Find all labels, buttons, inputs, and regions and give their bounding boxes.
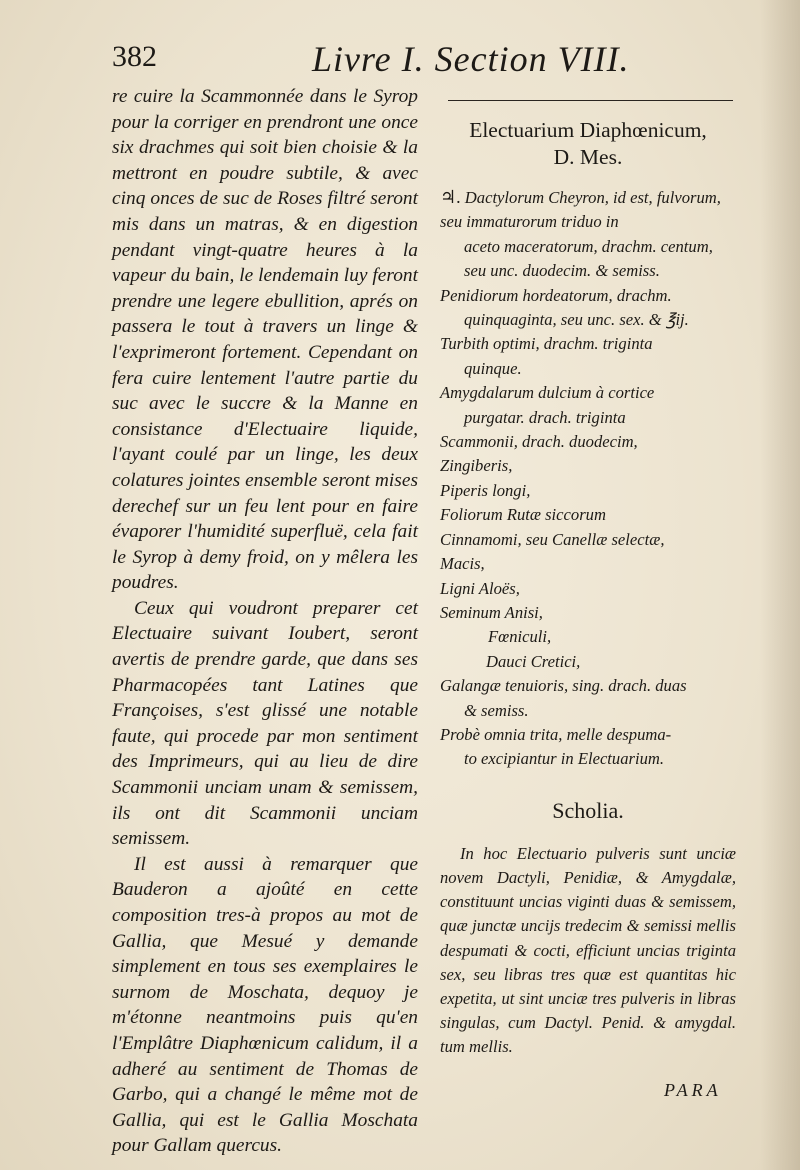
ingredient-line: Cinnamomi, seu Canellæ selectæ, xyxy=(440,529,665,549)
instruction-continuation: to excipiantur in Electuarium. xyxy=(464,749,665,769)
ingredient-line xyxy=(440,332,736,381)
instruction-text: Probè omnia trita, melle despuma- xyxy=(440,724,672,744)
ingredient-line xyxy=(440,284,736,333)
left-paragraph-3: Il est aussi à remarquer que Bauderon a ajoûté en cette composition tres-à propos au mot de Gallia, que Mesué y demande simplement en tous ses exemplaires le surnom de Moschata, dequoy je m'étonne neantmoins puis qu'en l'Emplâtre Diaphœnicum calidum, il a adheré au sentiment de Thomas de Garbo, qui a changé le même mot de Gallia, qui est le Gallia Moschata pour Gallam quercus. xyxy=(112,853,418,1157)
ingredient-continuation: quinque. xyxy=(464,358,522,378)
section-rule xyxy=(448,100,733,101)
recipe-title xyxy=(440,117,736,171)
ingredient-line: Ligni Aloës, xyxy=(440,578,520,598)
catchword: PARA xyxy=(664,1080,722,1100)
recipe-title-line-1: Electuarium Diaphœnicum, xyxy=(469,118,707,142)
ingredient-continuation: quinquaginta, seu unc. sex. & ℥ij. xyxy=(464,310,689,330)
page-number: 382 xyxy=(112,40,157,73)
ingredient-line: Foliorum Rutæ siccorum xyxy=(440,505,606,525)
left-paragraph-2: Ceux qui voudront preparer cet Electuaire suivant Ioubert, seront avertis de prendre garde, que dans ses Pharmacopées tant Latines que Françoises, s'est glissé une notable faute, qui procede par mon sentiment des Imprimeurs, qui au lieu de dire Scammonii unciam unam & semissem, ils ont dit Scammonii unciam semissem. xyxy=(112,597,418,850)
ingredient-continuation: aceto maceratorum, drachm. centum, seu unc. duodecim. & semiss. xyxy=(464,236,713,281)
ingredient-line xyxy=(440,674,736,723)
ingredient-text: Dactylorum Cheyron, id est, fulvorum, seu immaturorum triduo in xyxy=(440,188,721,232)
ingredient-text: Turbith optimi, drachm. triginta xyxy=(440,334,653,354)
recipe-title-line-2: D. Mes. xyxy=(553,145,623,169)
left-paragraph-1: re cuire la Scammonnée dans le Syrop pour la corriger en prendront une once six drachmes qui soit bien choisie & la mettront en poudre subtile, & avec cinq onces de suc de Roses filtré seront mis dans un matras, & en digestion pendant vingt-quatre heures à la vapeur du bain, le lendemain luy feront prendre une legere ebullition, aprés on passera le tout à travers un linge & l'exprimeront fortement. Cependant on fera cuire lentement l'autre partie du suc avec le succre & la Manne en consistance d'Electuaire liquide, l'ayant coulé par un linge, les deux colatures jointes ensemble seront mises derechef sur un feu lent pour en faire évaporer l'humidité superfluë, cela fait le Syrop à demy froid, on y mêlera les poudres. xyxy=(112,86,418,594)
ingredient-line xyxy=(440,381,736,430)
ingredient-continuation: purgatar. drach. triginta xyxy=(464,407,626,427)
ingredient-line: Zingiberis, xyxy=(440,456,513,476)
ingredient-line-sub: Fœniculi, xyxy=(488,627,552,647)
left-column xyxy=(112,84,418,1159)
preparation-instruction xyxy=(440,723,736,772)
running-head: Livre I. Section VIII. xyxy=(312,39,630,79)
ingredient-line: Scammonii, drach. duodecim, xyxy=(440,432,638,452)
scholia-text: In hoc Electuario pulveris sunt unciæ novem Dactyli, Penidiæ, & Amygdalæ, constituunt uncias viginti duas & semissem, quæ junctæ uncijs tredecim & semissi mellis despumati & cocti, efficiunt uncias triginta sex, seu libras tres quæ est quantitas hic expetita, ut sint unciæ tres pulveris in libras singulas, cum Dactyl. Penid. & amygdal. tum mellis. xyxy=(440,843,736,1057)
ingredient-text: Galangæ tenuioris, sing. drach. duas xyxy=(440,676,687,696)
page-header xyxy=(112,40,730,84)
ingredient-line xyxy=(440,185,736,284)
right-column xyxy=(440,100,736,1060)
ingredient-line: Piperis longi, xyxy=(440,480,531,500)
ingredient-line-sub: Dauci Cretici, xyxy=(486,651,581,671)
ingredient-line: Seminum Anisi, xyxy=(440,602,543,622)
ingredient-text: Penidiorum hordeatorum, drachm. xyxy=(440,285,672,305)
ingredient-continuation: & semiss. xyxy=(464,700,529,720)
recipe-ingredients xyxy=(440,185,736,772)
ingredient-line: Macis, xyxy=(440,554,485,574)
ingredient-text: Amygdalarum dulcium à cortice xyxy=(440,383,655,403)
scholia-heading: Scholia. xyxy=(552,797,624,823)
recipe-symbol: ♃. xyxy=(440,187,461,207)
